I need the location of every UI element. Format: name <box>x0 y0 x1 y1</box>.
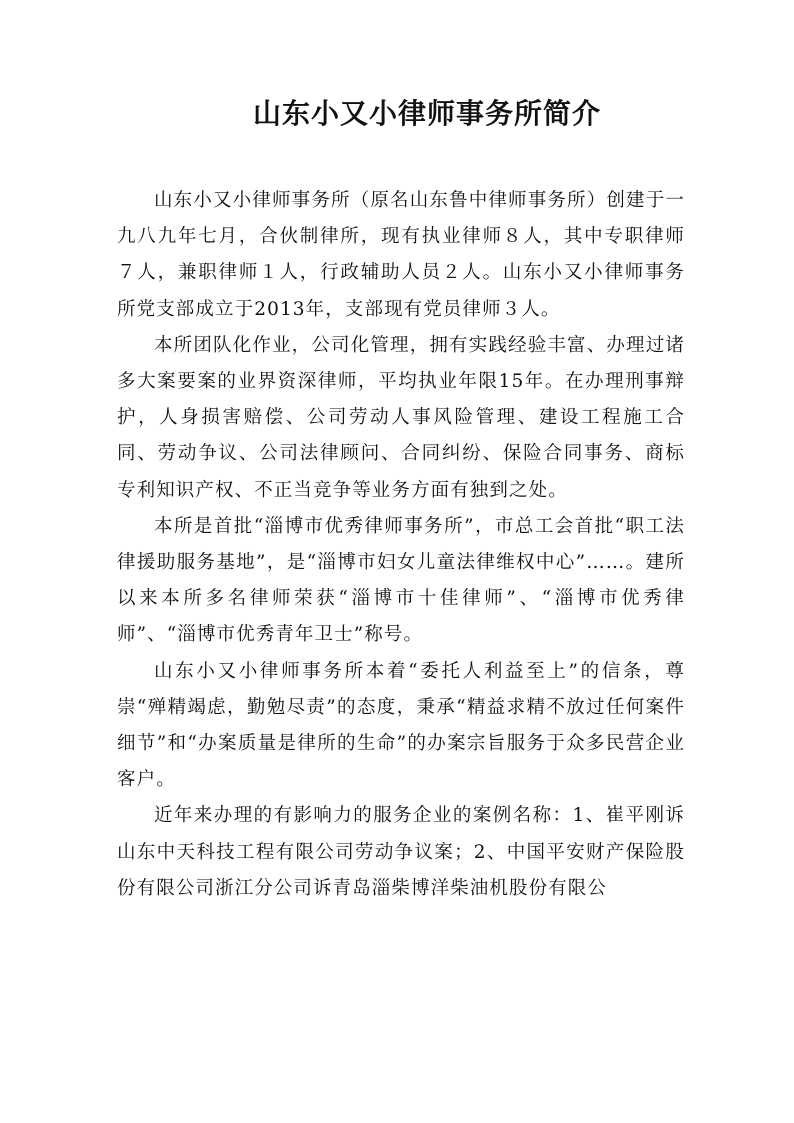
paragraph-founding: 山东小又小律师事务所（原名山东鲁中律师事务所）创建于一九八九年七月，合伙制律所，现有执业律师８人，其中专职律师７人，兼职律师１人，行政辅助人员２人。山东小又小律师事务所党支部成立于2013年，支部现有党员律师３人。 <box>117 190 685 320</box>
paragraph-honors: 本所是首批“淄博市优秀律师事务所”，市总工会首批“职工法律援助服务基地”，是“淄博市妇女儿童法律维权中心”……。建所以来本所多名律师荣获“淄博市十佳律师”、“淄博市优秀律师”、“淄博市优秀青年卫士”称号。 <box>117 515 685 646</box>
document-body <box>117 183 685 907</box>
paragraph-philosophy: 山东小又小律师事务所本着“委托人利益至上”的信条，尊崇“殚精竭虑，勤勉尽责”的态度，秉承“精益求精不放过任何案件细节”和“办案质量是律所的生命”的办案宗旨服务于众多民营企业客户。 <box>117 660 685 791</box>
paragraph-team: 本所团队化作业，公司化管理，拥有实践经验丰富、办理过诸多大案要案的业界资深律师，平均执业年限15年。在办理刑事辩护，人身损害赔偿、公司劳动人事风险管理、建设工程施工合同、劳动争议、公司法律顾问、合同纠纷、保险合同事务、商标专利知识产权、不正当竞争等业务方面有独到之处。 <box>117 334 685 501</box>
paragraph-cases: 近年来办理的有影响力的服务企业的案例名称：1、崔平刚诉山东中天科技工程有限公司劳动争议案；2、中国平安财产保险股份有限公司浙江分公司诉青岛淄柴博洋柴油机股份有限公 <box>117 805 685 899</box>
document-title: 山东小又小律师事务所简介 <box>252 97 601 130</box>
